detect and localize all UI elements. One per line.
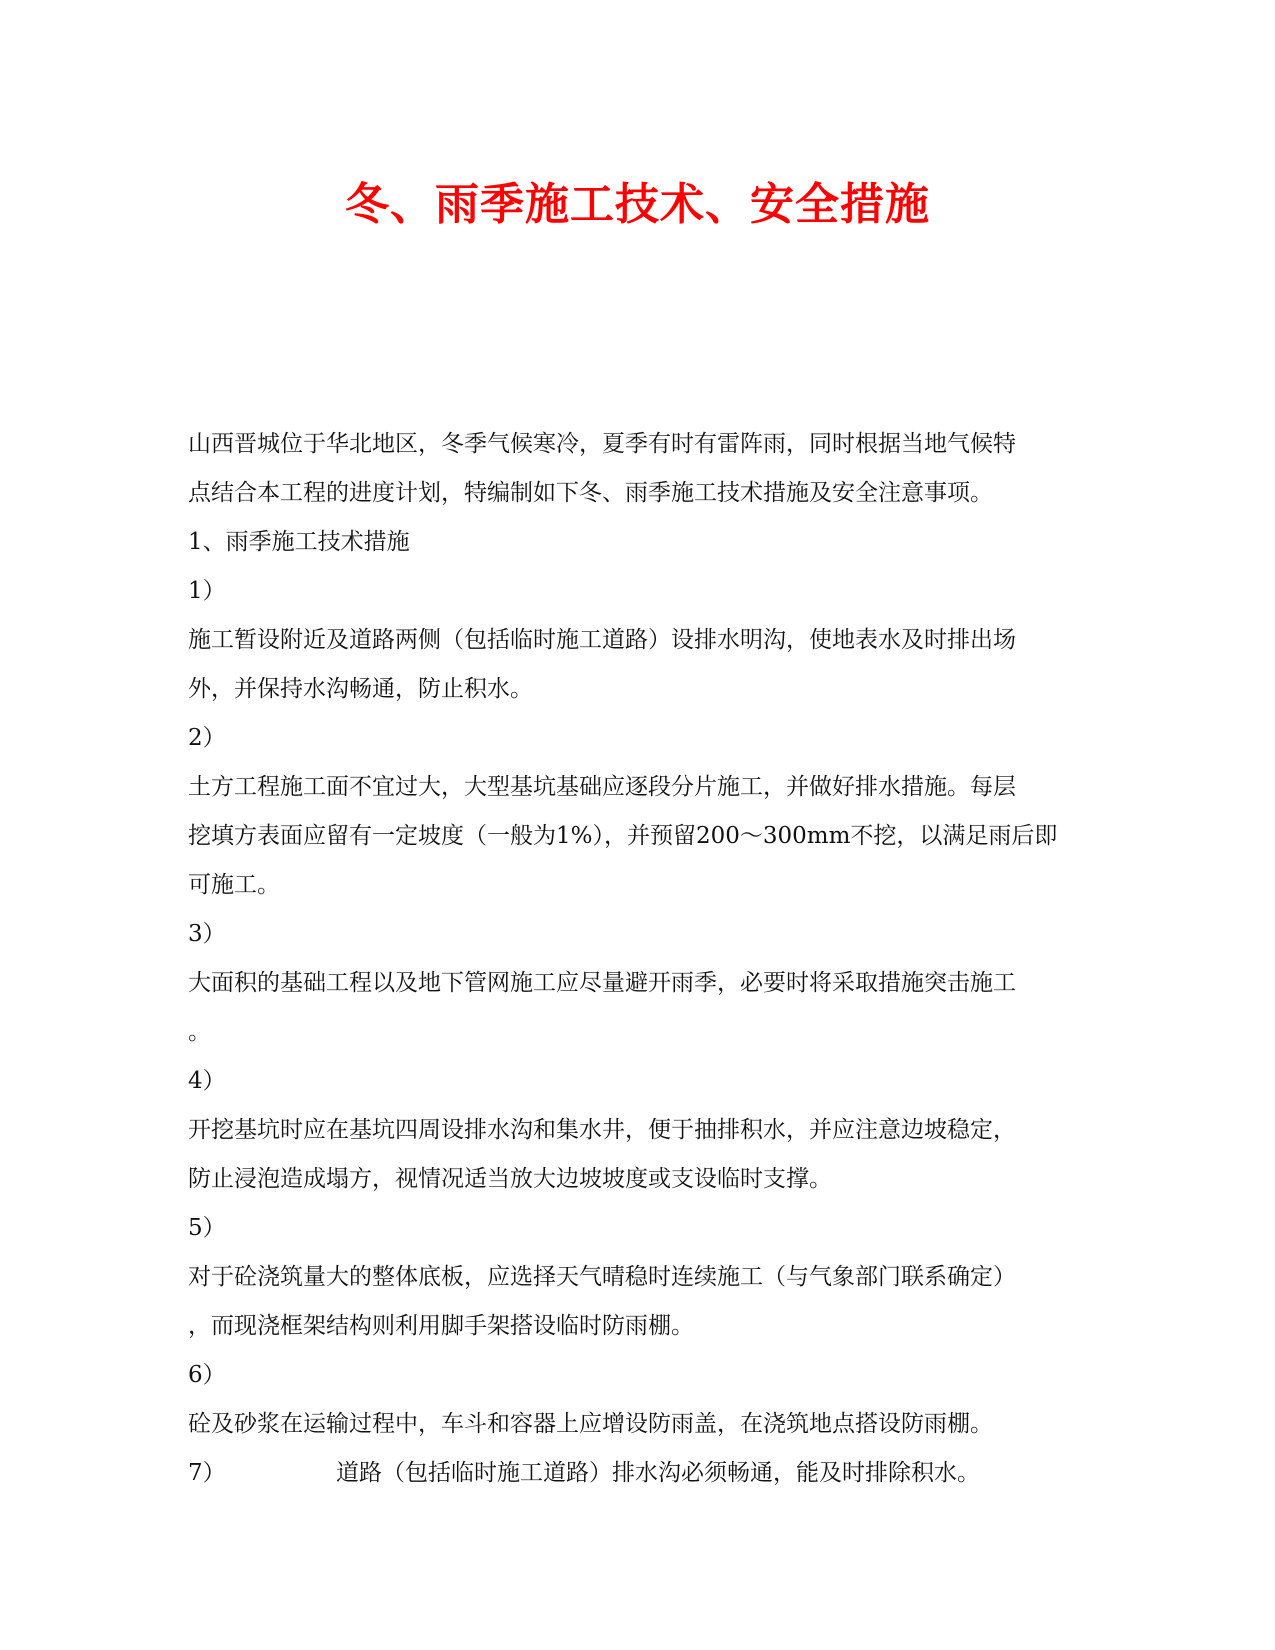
document-body [188,420,1093,1498]
item-number: 4） [188,1068,226,1094]
text-line: 外，并保持水沟畅通，防止积水。 [188,676,533,702]
item-number: 2） [188,725,226,751]
document-title: 冬、雨季施工技术、安全措施 [345,179,930,230]
text-line: 点结合本工程的进度计划，特编制如下冬、雨季施工技术措施及安全注意事项。 [188,480,993,506]
item-number: 5） [188,1215,226,1241]
item-number: 1） [188,578,226,604]
text-line: 大面积的基础工程以及地下管网施工应尽量避开雨季，必要时将采取措施突击施工 [188,970,1016,996]
item-text: 道路（包括临时施工道路）排水沟必须畅通，能及时排除积水。 [336,1460,980,1486]
section-heading: 1、雨季施工技术措施 [188,529,410,555]
text-line: 防止浸泡造成塌方，视情况适当放大边坡坡度或支设临时支撑。 [188,1166,832,1192]
text-line: 施工暂设附近及道路两侧（包括临时施工道路）设排水明沟，使地表水及时排出场 [188,627,1016,653]
item-number: 7） [188,1460,226,1486]
item-number: 3） [188,921,226,947]
text-line: 砼及砂浆在运输过程中，车斗和容器上应增设防雨盖，在浇筑地点搭设防雨棚。 [188,1411,993,1437]
text-line: 山西晋城位于华北地区，冬季气候寒冷，夏季有时有雷阵雨，同时根据当地气候特 [188,431,1016,457]
item-number: 6） [188,1362,226,1388]
text-line: 可施工。 [188,872,280,898]
text-line: ，而现浇框架结构则利用脚手架搭设临时防雨棚。 [188,1313,694,1339]
text-line: 土方工程施工面不宜过大，大型基坑基础应逐段分片施工，并做好排水措施。每层 [188,774,1016,800]
text-line: 开挖基坑时应在基坑四周设排水沟和集水井，便于抽排积水，并应注意边坡稳定， [188,1117,1016,1143]
text-line: 挖填方表面应留有一定坡度（一般为1%），并预留200～300mm不挖，以满足雨后即 [188,823,1058,849]
text-line: 对于砼浇筑量大的整体底板，应选择天气晴稳时连续施工（与气象部门联系确定） [188,1264,1016,1290]
item-line-7 [188,1449,1093,1498]
text-line: 。 [188,1019,211,1045]
